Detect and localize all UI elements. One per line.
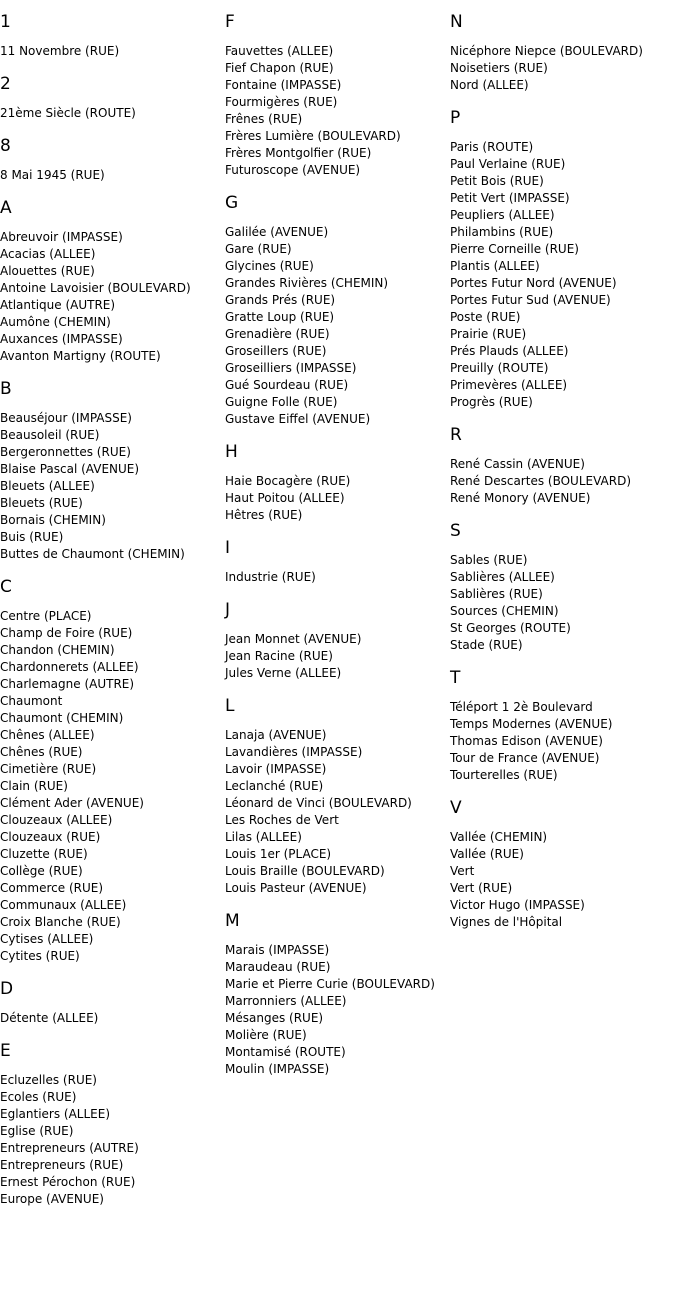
- letter-heading: I: [225, 538, 231, 558]
- street-link[interactable]: Glycines (RUE): [225, 259, 314, 273]
- street-link[interactable]: Guigne Folle (RUE): [225, 395, 338, 409]
- letter-group: [225, 193, 445, 428]
- letter-heading: T: [450, 668, 461, 688]
- street-link[interactable]: Montamisé (ROUTE): [225, 1045, 346, 1059]
- street-link[interactable]: Abreuvoir (IMPASSE): [0, 230, 123, 244]
- street-link[interactable]: René Monory (AVENUE): [450, 491, 591, 505]
- letter-group: [0, 379, 220, 563]
- street-link[interactable]: Lavoir (IMPASSE): [225, 762, 327, 776]
- letter-heading: J: [225, 600, 231, 620]
- street-link[interactable]: Centre (PLACE): [0, 609, 92, 623]
- street-link[interactable]: Philambins (RUE): [450, 225, 554, 239]
- street-link[interactable]: Fontaine (IMPASSE): [225, 78, 342, 92]
- street-link[interactable]: Ecoles (RUE): [0, 1090, 77, 1104]
- street-link[interactable]: Beausoleil (RUE): [0, 428, 100, 442]
- street-link[interactable]: Sables (RUE): [450, 553, 528, 567]
- letter-heading: N: [450, 12, 463, 32]
- street-link[interactable]: Chaumont (CHEMIN): [0, 711, 124, 725]
- letter-group: [0, 136, 220, 184]
- letter-group: [225, 442, 445, 524]
- street-link[interactable]: Fief Chapon (RUE): [225, 61, 334, 75]
- street-link[interactable]: Jules Verne (ALLEE): [225, 666, 342, 680]
- street-link[interactable]: Jean Racine (RUE): [225, 649, 333, 663]
- letter-heading: 1: [0, 12, 11, 32]
- letter-heading: S: [450, 521, 461, 541]
- street-link[interactable]: Prés Plauds (ALLEE): [450, 344, 569, 358]
- street-link[interactable]: Cytises (ALLEE): [0, 932, 94, 946]
- letter-heading: R: [450, 425, 462, 445]
- letter-heading: H: [225, 442, 238, 462]
- street-link[interactable]: Chênes (ALLEE): [0, 728, 95, 742]
- street-link[interactable]: Petit Vert (IMPASSE): [450, 191, 570, 205]
- street-link[interactable]: Ecluzelles (RUE): [0, 1073, 97, 1087]
- street-link[interactable]: Grenadière (RUE): [225, 327, 330, 341]
- street-link[interactable]: Cluzette (RUE): [0, 847, 88, 861]
- letter-group: [0, 979, 220, 1027]
- street-link[interactable]: Hêtres (RUE): [225, 508, 303, 522]
- street-link[interactable]: Ernest Pérochon (RUE): [0, 1175, 136, 1189]
- street-link[interactable]: Pierre Corneille (RUE): [450, 242, 579, 256]
- street-link[interactable]: René Descartes (BOULEVARD): [450, 474, 632, 488]
- street-link[interactable]: Paris (ROUTE): [450, 140, 534, 154]
- letter-heading: A: [0, 198, 12, 218]
- street-link[interactable]: Sources (CHEMIN): [450, 604, 559, 618]
- street-link[interactable]: 11 Novembre (RUE): [0, 44, 120, 58]
- street-link[interactable]: Paul Verlaine (RUE): [450, 157, 566, 171]
- street-link[interactable]: Industrie (RUE): [225, 570, 316, 584]
- street-link[interactable]: Groseillers (RUE): [225, 344, 327, 358]
- street-link[interactable]: Molière (RUE): [225, 1028, 307, 1042]
- street-link[interactable]: Maraudeau (RUE): [225, 960, 331, 974]
- street-link[interactable]: Vallée (RUE): [450, 847, 524, 861]
- street-link[interactable]: Nicéphore Niepce (BOULEVARD): [450, 44, 643, 58]
- street-link[interactable]: Vert: [450, 864, 475, 878]
- street-link[interactable]: Communaux (ALLEE): [0, 898, 127, 912]
- street-link[interactable]: Commerce (RUE): [0, 881, 104, 895]
- street-link[interactable]: Marais (IMPASSE): [225, 943, 330, 957]
- street-link[interactable]: Collège (RUE): [0, 864, 83, 878]
- street-link[interactable]: Entrepreneurs (AUTRE): [0, 1141, 139, 1155]
- street-link[interactable]: Portes Futur Sud (AVENUE): [450, 293, 611, 307]
- letter-group: [225, 911, 445, 1078]
- letter-group: [450, 668, 675, 784]
- street-link[interactable]: Galilée (AVENUE): [225, 225, 329, 239]
- street-link[interactable]: Beauséjour (IMPASSE): [0, 411, 132, 425]
- letter-heading: 8: [0, 136, 11, 156]
- letter-group: [450, 521, 675, 654]
- letter-group: [0, 74, 220, 122]
- street-link[interactable]: Louis Pasteur (AVENUE): [225, 881, 367, 895]
- street-link[interactable]: Auxances (IMPASSE): [0, 332, 123, 346]
- street-link[interactable]: Acacias (ALLEE): [0, 247, 96, 261]
- street-link[interactable]: St Georges (ROUTE): [450, 621, 571, 635]
- letter-heading: M: [225, 911, 240, 931]
- street-link[interactable]: Aumône (CHEMIN): [0, 315, 111, 329]
- street-link[interactable]: Clain (RUE): [0, 779, 68, 793]
- street-link[interactable]: Haut Poitou (ALLEE): [225, 491, 345, 505]
- letter-heading: P: [450, 108, 461, 128]
- street-link[interactable]: Gratte Loup (RUE): [225, 310, 335, 324]
- street-link[interactable]: Poste (RUE): [450, 310, 521, 324]
- street-link[interactable]: Marie et Pierre Curie (BOULEVARD): [225, 977, 435, 991]
- street-link[interactable]: Haie Bocagère (RUE): [225, 474, 351, 488]
- street-index-column-1: [0, 0, 220, 1222]
- street-link[interactable]: Grandes Rivières (CHEMIN): [225, 276, 389, 290]
- street-link[interactable]: Marronniers (ALLEE): [225, 994, 347, 1008]
- letter-group: [450, 425, 675, 507]
- street-link[interactable]: Victor Hugo (IMPASSE): [450, 898, 585, 912]
- street-link[interactable]: Bleuets (RUE): [0, 496, 83, 510]
- street-link[interactable]: Sablières (ALLEE): [450, 570, 555, 584]
- street-link[interactable]: Bornais (CHEMIN): [0, 513, 106, 527]
- street-link[interactable]: Moulin (IMPASSE): [225, 1062, 330, 1076]
- street-link[interactable]: René Cassin (AVENUE): [450, 457, 585, 471]
- letter-heading: L: [225, 696, 235, 716]
- street-link[interactable]: Louis 1er (PLACE): [225, 847, 332, 861]
- letter-heading: 2: [0, 74, 11, 94]
- street-link[interactable]: Leclanché (RUE): [225, 779, 324, 793]
- street-link[interactable]: Fauvettes (ALLEE): [225, 44, 334, 58]
- street-link[interactable]: Alouettes (RUE): [0, 264, 95, 278]
- street-link[interactable]: 8 Mai 1945 (RUE): [0, 168, 105, 182]
- street-link[interactable]: Vallée (CHEMIN): [450, 830, 548, 844]
- street-link[interactable]: Gare (RUE): [225, 242, 292, 256]
- street-link[interactable]: Petit Bois (RUE): [450, 174, 544, 188]
- street-link[interactable]: Europe (AVENUE): [0, 1192, 104, 1206]
- street-link[interactable]: Blaise Pascal (AVENUE): [0, 462, 140, 476]
- street-link[interactable]: Noisetiers (RUE): [450, 61, 548, 75]
- letter-group: [0, 577, 220, 965]
- letter-group: [0, 1041, 220, 1208]
- letter-group: [450, 12, 675, 94]
- street-link[interactable]: Mésanges (RUE): [225, 1011, 324, 1025]
- letter-group: [225, 538, 445, 586]
- street-link[interactable]: Détente (ALLEE): [0, 1011, 99, 1025]
- street-link[interactable]: Gustave Eiffel (AVENUE): [225, 412, 371, 426]
- street-link[interactable]: Nord (ALLEE): [450, 78, 529, 92]
- street-link[interactable]: Léonard de Vinci (BOULEVARD): [225, 796, 412, 810]
- street-link[interactable]: Clouzeaux (RUE): [0, 830, 101, 844]
- letter-group: [225, 696, 445, 897]
- street-link[interactable]: Peupliers (ALLEE): [450, 208, 555, 222]
- street-link[interactable]: Progrès (RUE): [450, 395, 533, 409]
- street-link[interactable]: Clouzeaux (ALLEE): [0, 813, 113, 827]
- street-link[interactable]: Bleuets (ALLEE): [0, 479, 95, 493]
- street-link[interactable]: Portes Futur Nord (AVENUE): [450, 276, 617, 290]
- street-link[interactable]: Champ de Foire (RUE): [0, 626, 133, 640]
- street-link[interactable]: Clément Ader (AVENUE): [0, 796, 144, 810]
- street-link[interactable]: Cimetière (RUE): [0, 762, 97, 776]
- letter-group: [225, 12, 445, 179]
- street-link[interactable]: Fourmigères (RUE): [225, 95, 338, 109]
- street-link[interactable]: Preuilly (ROUTE): [450, 361, 549, 375]
- street-link[interactable]: Lilas (ALLEE): [225, 830, 302, 844]
- street-link[interactable]: Vert (RUE): [450, 881, 513, 895]
- street-link[interactable]: Chaumont: [0, 694, 63, 708]
- street-link[interactable]: Grands Prés (RUE): [225, 293, 336, 307]
- street-link[interactable]: Lavandières (IMPASSE): [225, 745, 363, 759]
- street-link[interactable]: Chardonnerets (ALLEE): [0, 660, 139, 674]
- street-link[interactable]: Chandon (CHEMIN): [0, 643, 115, 657]
- street-link[interactable]: Primevères (ALLEE): [450, 378, 568, 392]
- street-link[interactable]: Buttes de Chaumont (CHEMIN): [0, 547, 185, 561]
- letter-heading: C: [0, 577, 12, 597]
- street-link[interactable]: Lanaja (AVENUE): [225, 728, 327, 742]
- street-link[interactable]: Bergeronnettes (RUE): [0, 445, 131, 459]
- letter-heading: D: [0, 979, 14, 999]
- street-link[interactable]: Sablières (RUE): [450, 587, 543, 601]
- street-link[interactable]: Gué Sourdeau (RUE): [225, 378, 349, 392]
- letter-heading: V: [450, 798, 462, 818]
- street-link[interactable]: Futuroscope (AVENUE): [225, 163, 361, 177]
- street-link[interactable]: Téléport 1 2è Boulevard: [450, 700, 593, 714]
- street-link[interactable]: Plantis (ALLEE): [450, 259, 540, 273]
- letter-group: [450, 108, 675, 411]
- street-link[interactable]: Groseilliers (IMPASSE): [225, 361, 357, 375]
- street-link[interactable]: Charlemagne (AUTRE): [0, 677, 135, 691]
- street-link[interactable]: Atlantique (AUTRE): [0, 298, 116, 312]
- street-link[interactable]: Tourterelles (RUE): [450, 768, 558, 782]
- street-link[interactable]: Thomas Edison (AVENUE): [450, 734, 603, 748]
- letter-group: [225, 600, 445, 682]
- street-link[interactable]: Avanton Martigny (ROUTE): [0, 349, 161, 363]
- street-link[interactable]: Chênes (RUE): [0, 745, 83, 759]
- letter-heading: F: [225, 12, 235, 32]
- letter-group: [0, 198, 220, 365]
- street-link[interactable]: Stade (RUE): [450, 638, 523, 652]
- street-link[interactable]: Cytites (RUE): [0, 949, 80, 963]
- letter-heading: B: [0, 379, 12, 399]
- street-link[interactable]: Frênes (RUE): [225, 112, 303, 126]
- street-link[interactable]: Frères Montgolfier (RUE): [225, 146, 372, 160]
- street-link[interactable]: Tour de France (AVENUE): [450, 751, 600, 765]
- street-index-column-2: [225, 0, 445, 1092]
- street-link[interactable]: Croix Blanche (RUE): [0, 915, 121, 929]
- street-link[interactable]: Eglantiers (ALLEE): [0, 1107, 111, 1121]
- street-link[interactable]: Prairie (RUE): [450, 327, 527, 341]
- street-link[interactable]: Vignes de l'Hôpital: [450, 915, 563, 929]
- street-link[interactable]: Les Roches de Vert: [225, 813, 339, 827]
- street-index-column-3: [450, 0, 675, 945]
- street-link[interactable]: Entrepreneurs (RUE): [0, 1158, 124, 1172]
- street-link[interactable]: 21ème Siècle (ROUTE): [0, 106, 136, 120]
- letter-heading: E: [0, 1041, 11, 1061]
- street-link[interactable]: Eglise (RUE): [0, 1124, 74, 1138]
- letter-group: [0, 12, 220, 60]
- street-link[interactable]: Temps Modernes (AVENUE): [450, 717, 613, 731]
- letter-group: [450, 798, 675, 931]
- street-link[interactable]: Buis (RUE): [0, 530, 64, 544]
- street-link[interactable]: Antoine Lavoisier (BOULEVARD): [0, 281, 191, 295]
- street-link[interactable]: Louis Braille (BOULEVARD): [225, 864, 385, 878]
- street-link[interactable]: Jean Monnet (AVENUE): [225, 632, 362, 646]
- letter-heading: G: [225, 193, 239, 213]
- street-link[interactable]: Frères Lumière (BOULEVARD): [225, 129, 401, 143]
